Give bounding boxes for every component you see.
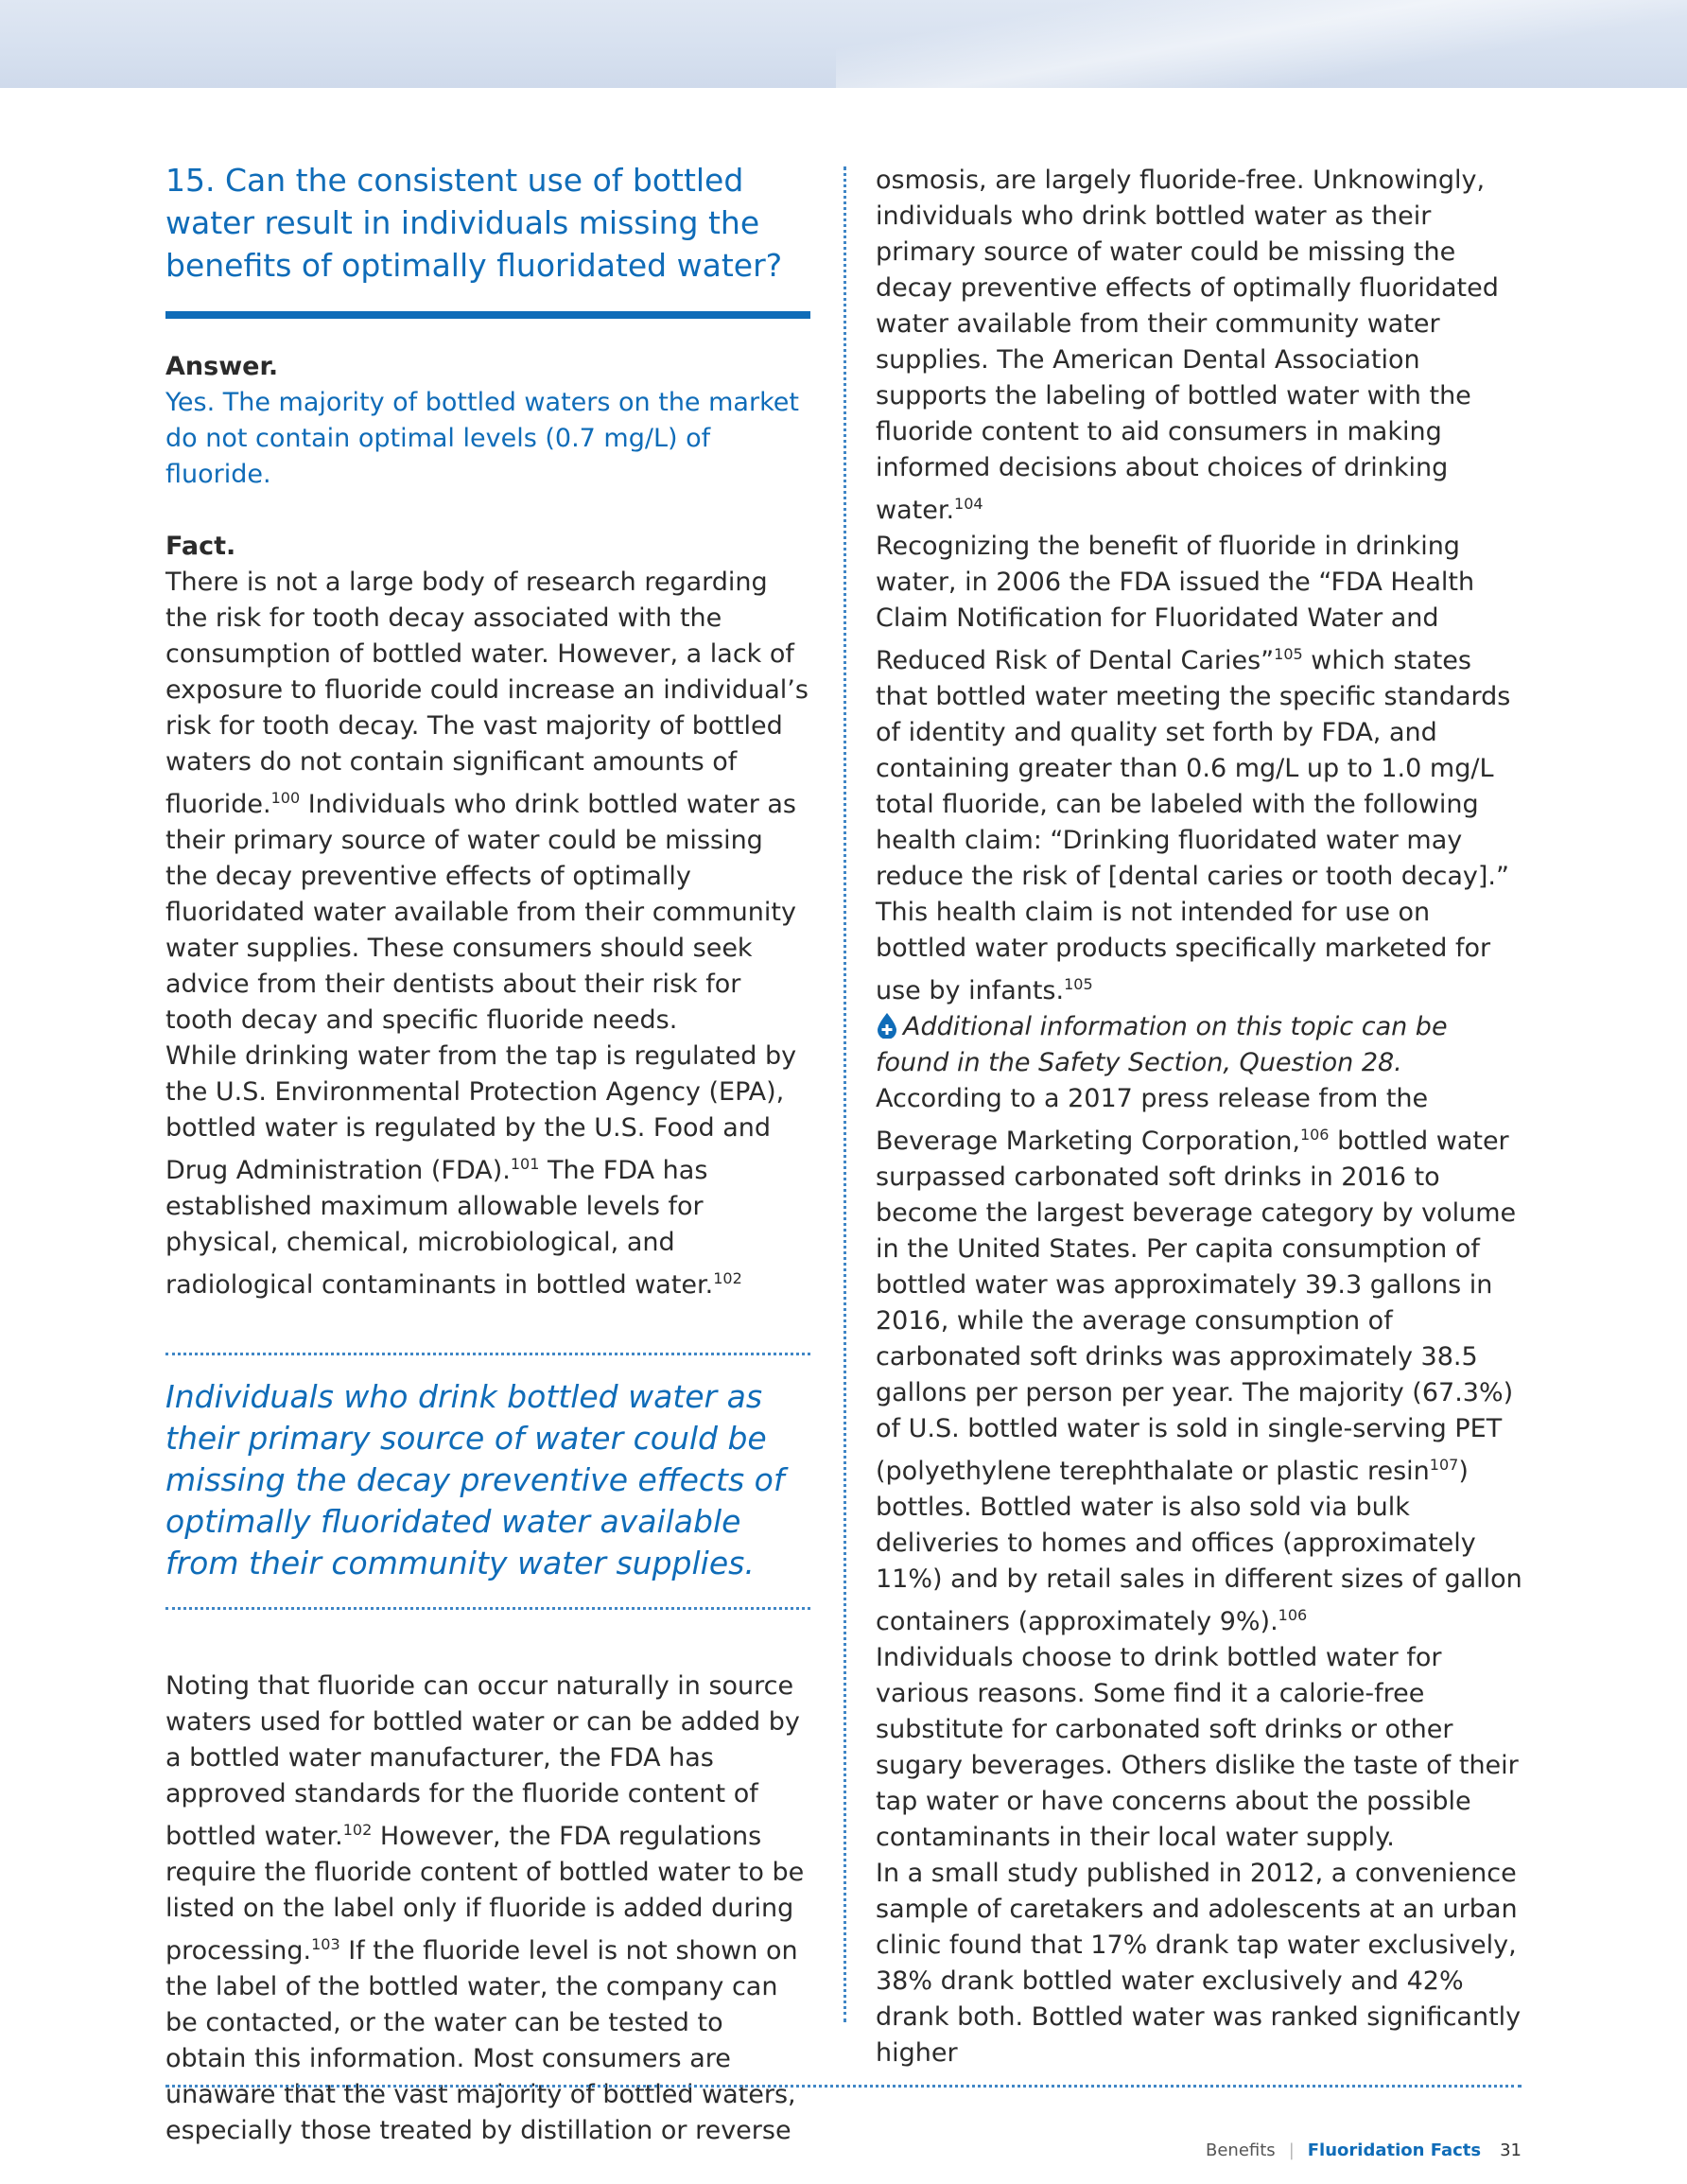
footer-section: Benefits (1206, 2140, 1276, 2160)
text-span: which states that bottled water meeting the specific standards of identity and quality set forth by FDA, and containing greater than 0.6 mg/L up to 1.0 mg/L total fluoride, can be labeled with the following health claim: “Drinking fluoridated water may reduce the risk of [dental caries or tooth decay].” This health claim is not intended for use on bottled water products specifically marketed for use by infants. (876, 646, 1511, 1005)
pull-quote-block (165, 1353, 810, 1610)
question-underline (165, 311, 810, 319)
fact-paragraph-3 (165, 1669, 810, 2149)
text-span: However, the FDA regulations require the fluoride content of bottled water to be listed on the label only if fluoride is added during processing. (165, 1822, 805, 1966)
right-paragraph-3 (876, 1081, 1528, 1640)
footer-publication: Fluoridation Facts (1307, 2140, 1482, 2160)
answer-section (165, 349, 810, 493)
fact-section (165, 529, 810, 1303)
reference-superscript: 107 (1429, 1456, 1459, 1474)
fact-paragraph-1 (165, 565, 810, 1039)
reference-superscript: 102 (342, 1821, 373, 1839)
note-text: Additional information on this topic can be found in the Safety Section, Question 28. (876, 1012, 1448, 1077)
page-footer (1206, 2140, 1522, 2162)
right-paragraph-1 (876, 163, 1528, 529)
reference-superscript: 104 (954, 495, 983, 513)
answer-label: Answer. (165, 352, 279, 381)
reference-superscript: 103 (311, 1935, 340, 1953)
text-span: The FDA has established maximum allowable levels for physical, chemical, microbiological, and radiological contaminants in bottled water. (165, 1156, 714, 1300)
right-paragraph-4: Individuals choose to drink bottled water for various reasons. Some find it a calorie-free substitute for carbonated soft drinks or other sugary beverages. Others dislike the taste of their tap water or have concerns about the possible contaminants in their local water supply. (876, 1643, 1519, 1852)
page-number: 31 (1500, 2140, 1522, 2160)
fact-label: Fact. (165, 532, 236, 561)
pull-quote-bottom-rule (165, 1607, 810, 1610)
text-span: There is not a large body of research regarding the risk for tooth decay associated with the consumption of bottled water. However, a lack of exposure to fluoride could increase an individual’s risk for tooth decay. The vast majority of bottled waters do not contain significant amounts of fluoride. (165, 568, 809, 819)
pull-quote-top-rule (165, 1353, 810, 1355)
text-span: According to a 2017 press release from the Beverage Marketing Corporation, (876, 1084, 1429, 1156)
text-span: ) bottles. Bottled water is also sold via bulk deliveries to homes and offices (approximately 11%) and by retail sales in different sizes of gallon containers (approximately 9%). (876, 1457, 1522, 1636)
reference-superscript: 100 (270, 789, 301, 807)
right-column (876, 163, 1528, 2071)
text-span: Noting that fluoride can occur naturally in source waters used for bottled water or can be added by a bottled water manufacturer, the FDA has approved standards for the fluoride content of bottled water. (165, 1671, 800, 1851)
text-span: osmosis, are largely fluoride-free. Unknowingly, individuals who drink bottled water as their primary source of water could be missing the decay preventive effects of optimally fluoridated water available from their community water supplies. The American Dental Association supports the labeling of bottled water with the fluoride content to aid consumers in making informed decisions about choices of drinking water. (876, 166, 1499, 525)
reference-superscript: 105 (1274, 645, 1303, 663)
text-span: Individuals who drink bottled water as their primary source of water could be missing the decay preventive effects of optimally fluoridated water available from their community water supplies. These consumers should seek advice from their dentists about their risk for tooth decay and specific fluoride needs. (165, 790, 797, 1035)
text-span: bottled water surpassed carbonated soft drinks in 2016 to become the largest beverage category by volume in the United States. Per capita consumption of bottled water was approximately 39.3 gallons in 2016, while the average consumption of carbonated soft drinks was approximately 38.5 gallons per person per year. The majority (67.3%) of U.S. bottled water is sold in single-serving PET (polyethylene terephthalate or plastic resin (876, 1127, 1517, 1486)
reference-superscript: 106 (1278, 1606, 1308, 1624)
reference-superscript: 105 (1064, 975, 1093, 993)
pull-quote: Individuals who drink bottled water as their primary source of water could be missing the decay preventive effects of optimally fluoridated water available from their community water supplies. (165, 1378, 785, 1581)
right-paragraph-5: In a small study published in 2012, a convenience sample of caretakers and adolescents at an urban clinic found that 17% drank tap water exclusively, 38% drank bottled water exclusively and 42% drank both. Bottled water was ranked significantly higher (876, 1859, 1522, 2068)
water-drop-plus-icon (876, 1012, 898, 1039)
reference-superscript: 101 (510, 1155, 540, 1173)
footer-rule (165, 2085, 1522, 2088)
text-span: If the fluoride level is not shown on the label of the bottled water, the company can be contacted, or the water can be tested to obtain this information. Most consumers are unaware that the vast majority of bottled waters, especially those treated by distillation or reverse (165, 1936, 798, 2145)
text-span: Recognizing the benefit of fluoride in drinking water, in 2006 the FDA issued the “FDA Health Claim Notification for Fluoridated Water and Reduced Risk of Dental Caries” (876, 532, 1475, 675)
header-band (0, 0, 1687, 88)
footer-separator: | (1288, 2140, 1295, 2160)
left-column (165, 159, 810, 2149)
right-paragraph-2 (876, 529, 1528, 1009)
answer-text: Yes. The majority of bottled waters on the market do not contain optimal levels (0.7 mg/L) of fluoride. (165, 388, 799, 489)
column-divider (844, 166, 846, 2022)
fact-paragraph-2 (165, 1039, 810, 1303)
text-span: While drinking water from the tap is regulated by the U.S. Environmental Protection Agency (EPA), bottled water is regulated by the U.S. Food and Drug Administration (FDA). (165, 1041, 797, 1185)
question-title: 15. Can the consistent use of bottled water result in individuals missing the benefits of optimally fluoridated water? (165, 162, 783, 284)
reference-superscript: 106 (1299, 1126, 1330, 1144)
reference-superscript: 102 (713, 1269, 742, 1287)
cross-reference-note (876, 1009, 1528, 1081)
